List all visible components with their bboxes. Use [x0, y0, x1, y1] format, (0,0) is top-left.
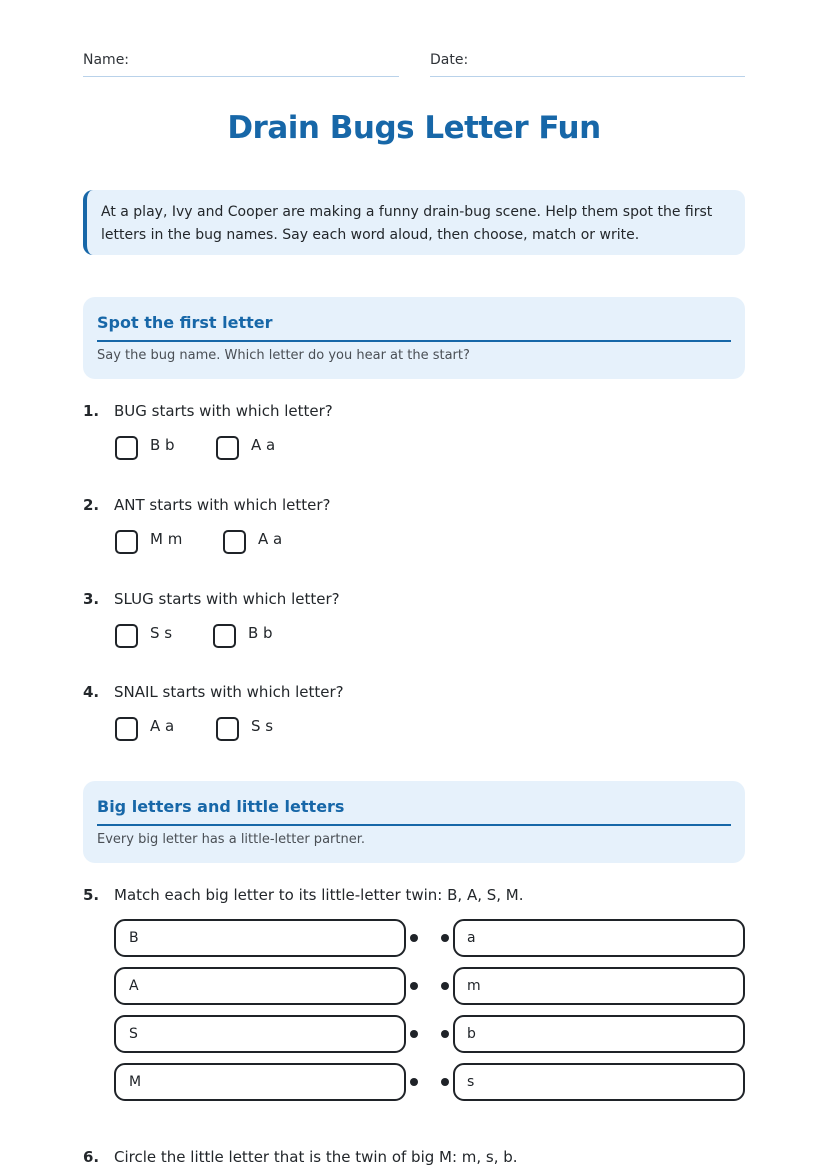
match-dot-right[interactable]: [441, 982, 449, 990]
checkbox[interactable]: [115, 717, 138, 741]
match-left-item[interactable]: B: [114, 919, 406, 957]
option-label: A a: [150, 717, 175, 735]
date-line: [430, 76, 745, 77]
section-title: Spot the first letter: [97, 313, 273, 332]
name-line: [83, 76, 399, 77]
intro-text: At a play, Ivy and Cooper are making a funny drain-bug scene. Help them spot the first letters in the bug names. Say each word aloud, then choose, match or write.: [83, 190, 745, 255]
checkbox[interactable]: [115, 530, 138, 554]
match-dot-left[interactable]: [410, 982, 418, 990]
name-label: Name:: [83, 52, 130, 68]
question-number: 3.: [83, 590, 100, 608]
match-left-item[interactable]: A: [114, 967, 406, 1005]
question-number: 2.: [83, 496, 100, 514]
match-dot-right[interactable]: [441, 1030, 449, 1038]
section-subtitle: Say the bug name. Which letter do you hear at the start?: [97, 348, 470, 363]
match-right-item[interactable]: a: [453, 919, 745, 957]
match-dot-left[interactable]: [410, 934, 418, 942]
question-number: 4.: [83, 683, 100, 701]
match-right-item[interactable]: m: [453, 967, 745, 1005]
match-right-item[interactable]: b: [453, 1015, 745, 1053]
match-dot-right[interactable]: [441, 934, 449, 942]
question-number: 6.: [83, 1148, 100, 1166]
name-field[interactable]: [83, 52, 129, 68]
question-text: Circle the little letter that is the twin of big M: m, s, b.: [114, 1148, 518, 1166]
checkbox[interactable]: [115, 624, 138, 648]
question-text: SLUG starts with which letter?: [114, 590, 340, 608]
section-rule: [97, 340, 731, 342]
checkbox[interactable]: [216, 717, 239, 741]
checkbox[interactable]: [223, 530, 246, 554]
question-text: ANT starts with which letter?: [114, 496, 331, 514]
section-header-big-little-letters: [83, 781, 745, 863]
date-label: Date:: [430, 52, 469, 68]
checkbox[interactable]: [216, 436, 239, 460]
section-subtitle: Every big letter has a little-letter partner.: [97, 832, 365, 847]
section-title: Big letters and little letters: [97, 797, 345, 816]
option-label: M m: [150, 530, 183, 548]
question-text: SNAIL starts with which letter?: [114, 683, 344, 701]
section-rule: [97, 824, 731, 826]
option-label: B b: [150, 436, 175, 454]
question-text: BUG starts with which letter?: [114, 402, 333, 420]
section-header-spot-first-letter: [83, 297, 745, 379]
option-label: A a: [251, 436, 276, 454]
question-number: 1.: [83, 402, 100, 420]
match-left-item[interactable]: M: [114, 1063, 406, 1101]
match-right-item[interactable]: s: [453, 1063, 745, 1101]
option-label: S s: [251, 717, 274, 735]
checkbox[interactable]: [115, 436, 138, 460]
date-field[interactable]: [430, 52, 468, 68]
match-left-item[interactable]: S: [114, 1015, 406, 1053]
page-title: Drain Bugs Letter Fun: [227, 110, 601, 146]
match-dot-right[interactable]: [441, 1078, 449, 1086]
option-label: B b: [248, 624, 273, 642]
question-text: Match each big letter to its little-letter twin: B, A, S, M.: [114, 886, 524, 904]
match-dot-left[interactable]: [410, 1030, 418, 1038]
option-label: A a: [258, 530, 283, 548]
option-label: S s: [150, 624, 173, 642]
question-number: 5.: [83, 886, 100, 904]
match-dot-left[interactable]: [410, 1078, 418, 1086]
checkbox[interactable]: [213, 624, 236, 648]
